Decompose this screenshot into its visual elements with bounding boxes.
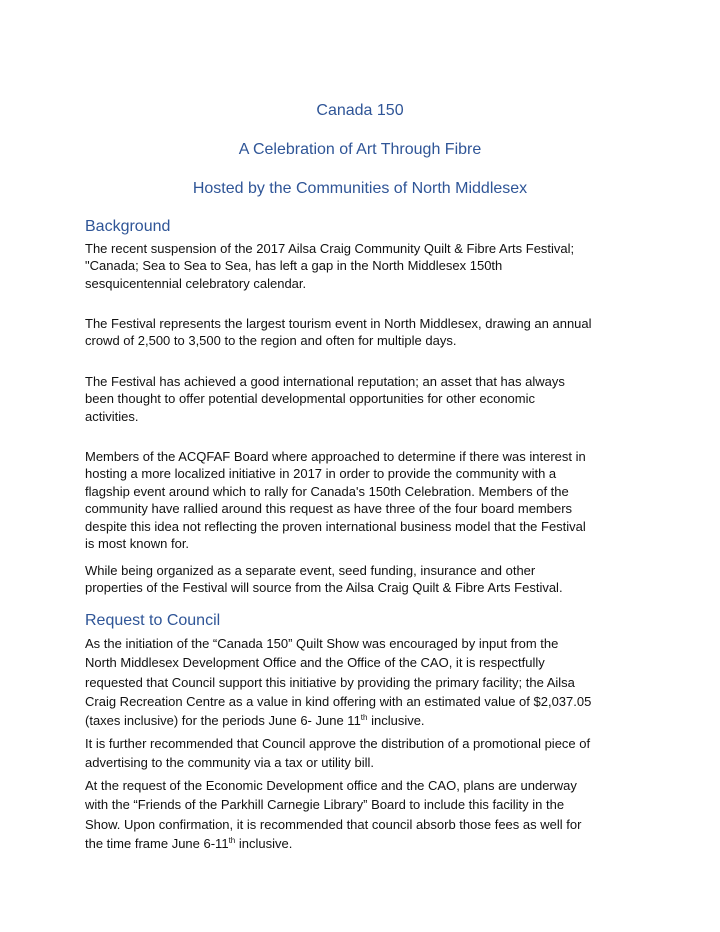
text-line: crowd of 2,500 to 3,500 to the region and often for multiple days. [85, 333, 457, 349]
text-line: requested that Council support this initiative by providing the primary facility; the Ailsa [85, 674, 575, 690]
text-line: Members of the ACQFAF Board where approached to determine if there was interest in [85, 449, 586, 464]
request-paragraph-1 [85, 634, 645, 730]
request-heading: Request to Council [85, 612, 221, 629]
text-line: sesquicentennial celebratory calendar. [85, 275, 307, 291]
text-line: Craig Recreation Centre as a value in kind offering with an estimated value of $2,037.05 [85, 693, 592, 709]
text-line: been thought to offer potential developmental opportunities for other economic [85, 391, 536, 407]
background-paragraph-3 [85, 373, 645, 425]
text-line: activities. [85, 408, 139, 424]
text-line: community have rallied around this request as have three of the four board members [85, 501, 573, 517]
document-title: Canada 150 [316, 102, 404, 119]
text-line: It is further recommended that Council approve the distribution of a promotional piece of [85, 736, 591, 751]
text-line: properties of the Festival will source from the Ailsa Craig Quilt & Fibre Arts Festival. [85, 580, 563, 596]
text-line-with-superscript [85, 834, 645, 853]
text-line: As the initiation of the “Canada 150” Quilt Show was encouraged by input from the [85, 636, 559, 651]
text-line: Show. Upon confirmation, it is recommended that council absorb those fees as well for [85, 816, 582, 832]
text-fragment: the time frame June 6-11 [85, 835, 229, 851]
background-paragraph-4 [85, 448, 645, 552]
document-subtitle: A Celebration of Art Through Fibre [238, 141, 482, 158]
background-paragraph-5 [85, 562, 645, 597]
text-fragment: inclusive. [235, 835, 293, 851]
ordinal-superscript: th [228, 835, 236, 845]
text-line: is most known for. [85, 536, 190, 552]
text-line-with-superscript [85, 711, 645, 730]
text-line: with the “Friends of the Parkhill Carnegie Library” Board to include this facility in the [85, 797, 565, 813]
text-line: While being organized as a separate event, seed funding, insurance and other [85, 563, 536, 578]
text-line: despite this idea not reflecting the proven international business model that the Festival [85, 518, 586, 534]
background-paragraph-1 [85, 240, 645, 292]
text-line: hosting a more localized initiative in 2017 in order to provide the community with a [85, 466, 557, 482]
text-line: "Canada; Sea to Sea to Sea, has left a gap in the North Middlesex 150th [85, 258, 503, 274]
document-host-line: Hosted by the Communities of North Middlesex [192, 180, 528, 197]
request-paragraph-3 [85, 776, 645, 853]
text-line: North Middlesex Development Office and the Office of the CAO, it is respectfully [85, 655, 545, 671]
request-paragraph-2 [85, 734, 645, 773]
ordinal-superscript: th [360, 713, 368, 723]
text-line: flagship event around which to rally for Canada's 150th Celebration. Members of the [85, 483, 569, 499]
background-paragraph-2 [85, 315, 645, 350]
text-line: advertising to the community via a tax or utility bill. [85, 755, 375, 771]
text-fragment: inclusive. [367, 713, 425, 729]
text-line: The Festival represents the largest tourism event in North Middlesex, drawing an annual [85, 316, 592, 331]
text-line: The Festival has achieved a good international reputation; an asset that has always [85, 374, 565, 389]
background-heading: Background [85, 218, 171, 235]
text-fragment: (taxes inclusive) for the periods June 6- June 11 [85, 713, 361, 729]
text-line: The recent suspension of the 2017 Ailsa Craig Community Quilt & Fibre Arts Festival; [85, 241, 575, 256]
text-line: At the request of the Economic Development office and the CAO, plans are underway [85, 778, 577, 793]
